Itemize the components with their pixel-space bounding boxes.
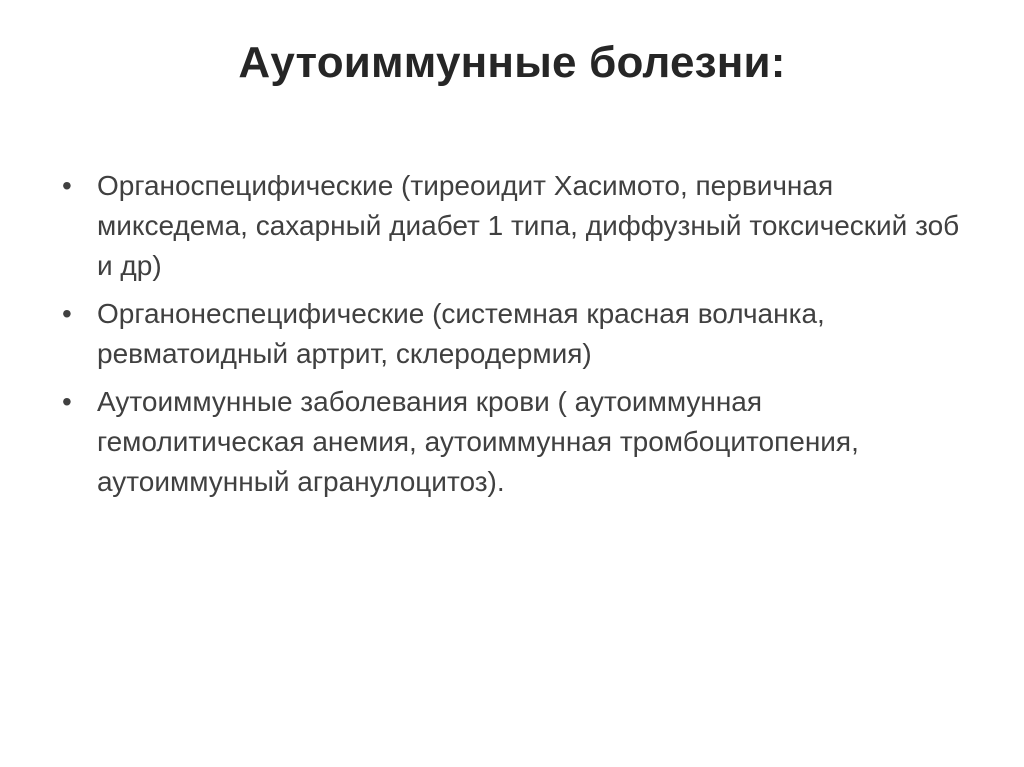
bullet-dot-icon: • (62, 298, 72, 329)
bullet-item-organ-nonspecific (62, 294, 962, 374)
bullet-list (62, 166, 962, 510)
bullet-text: Органоспецифические (тиреоидит Хасимото, первичная микседема, сахарный диабет 1 типа, диффузный токсический зоб и др) (97, 170, 960, 281)
slide-title: Аутоиммунные болезни: (238, 38, 786, 87)
bullet-text: Аутоиммунные заболевания крови ( аутоиммунная гемолитическая анемия, аутоиммунная тромбоцитопения, аутоиммунный агранулоцитоз). (97, 386, 859, 497)
bullet-dot-icon: • (62, 170, 72, 201)
bullet-item-blood-diseases (62, 382, 962, 502)
bullet-item-organ-specific (62, 166, 962, 286)
bullet-dot-icon: • (62, 386, 72, 417)
bullet-text: Органонеспецифические (системная красная волчанка, ревматоидный артрит, склеродермия) (97, 298, 825, 369)
